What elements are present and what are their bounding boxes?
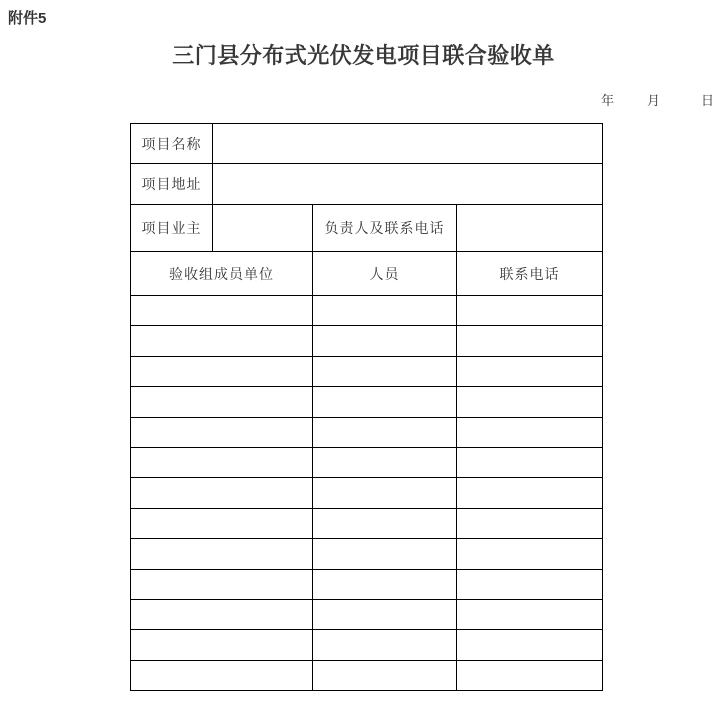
project-owner-value-cell (213, 205, 313, 252)
phone-cell (457, 599, 603, 629)
date-day-label: 日 (700, 93, 714, 108)
project-address-value-cell (213, 164, 603, 205)
member-unit-cell (131, 478, 313, 508)
phone-cell (457, 508, 603, 538)
phone-cell (457, 296, 603, 326)
member-table-row (131, 356, 603, 386)
member-unit-cell (131, 599, 313, 629)
contact-value-cell (457, 205, 603, 252)
member-unit-header: 验收组成员单位 (131, 252, 313, 296)
member-table-row (131, 296, 603, 326)
member-table-row (131, 630, 603, 660)
personnel-cell (313, 356, 457, 386)
member-unit-cell (131, 630, 313, 660)
member-unit-cell (131, 356, 313, 386)
member-table-row (131, 387, 603, 417)
member-table-row (131, 417, 603, 447)
member-unit-cell (131, 387, 313, 417)
member-table-row (131, 508, 603, 538)
personnel-cell (313, 296, 457, 326)
phone-cell (457, 387, 603, 417)
project-name-label: 项目名称 (131, 124, 213, 164)
project-owner-row (131, 205, 603, 252)
member-unit-cell (131, 417, 313, 447)
personnel-cell (313, 660, 457, 690)
phone-cell (457, 569, 603, 599)
member-unit-cell (131, 539, 313, 569)
member-unit-cell (131, 296, 313, 326)
member-table-row (131, 447, 603, 477)
personnel-cell (313, 508, 457, 538)
member-unit-cell (131, 660, 313, 690)
project-name-value-cell (213, 124, 603, 164)
project-name-row (131, 124, 603, 164)
personnel-cell (313, 539, 457, 569)
personnel-cell (313, 417, 457, 447)
personnel-cell (313, 326, 457, 356)
phone-cell (457, 478, 603, 508)
date-line (601, 90, 714, 109)
member-table-row (131, 569, 603, 599)
personnel-cell (313, 599, 457, 629)
member-table-row (131, 539, 603, 569)
member-table-row (131, 326, 603, 356)
member-table-row (131, 478, 603, 508)
personnel-header: 人员 (313, 252, 457, 296)
member-unit-cell (131, 569, 313, 599)
phone-header: 联系电话 (457, 252, 603, 296)
personnel-cell (313, 447, 457, 477)
personnel-cell (313, 630, 457, 660)
date-month-label: 月 (646, 93, 660, 108)
phone-cell (457, 539, 603, 569)
project-owner-label: 项目业主 (131, 205, 213, 252)
contact-label: 负责人及联系电话 (313, 205, 457, 252)
member-unit-cell (131, 447, 313, 477)
personnel-cell (313, 569, 457, 599)
member-table-header-row (131, 252, 603, 296)
project-address-label: 项目地址 (131, 164, 213, 205)
acceptance-form-table (130, 123, 603, 691)
member-table-row (131, 599, 603, 629)
phone-cell (457, 630, 603, 660)
phone-cell (457, 356, 603, 386)
phone-cell (457, 447, 603, 477)
personnel-cell (313, 478, 457, 508)
attachment-label: 附件5 (8, 10, 47, 27)
member-table-row (131, 660, 603, 690)
project-address-row (131, 164, 603, 205)
phone-cell (457, 660, 603, 690)
date-year-label: 年 (600, 93, 614, 108)
page-title: 三门县分布式光伏发电项目联合验收单 (172, 43, 555, 68)
personnel-cell (313, 387, 457, 417)
member-unit-cell (131, 508, 313, 538)
member-unit-cell (131, 326, 313, 356)
phone-cell (457, 417, 603, 447)
phone-cell (457, 326, 603, 356)
